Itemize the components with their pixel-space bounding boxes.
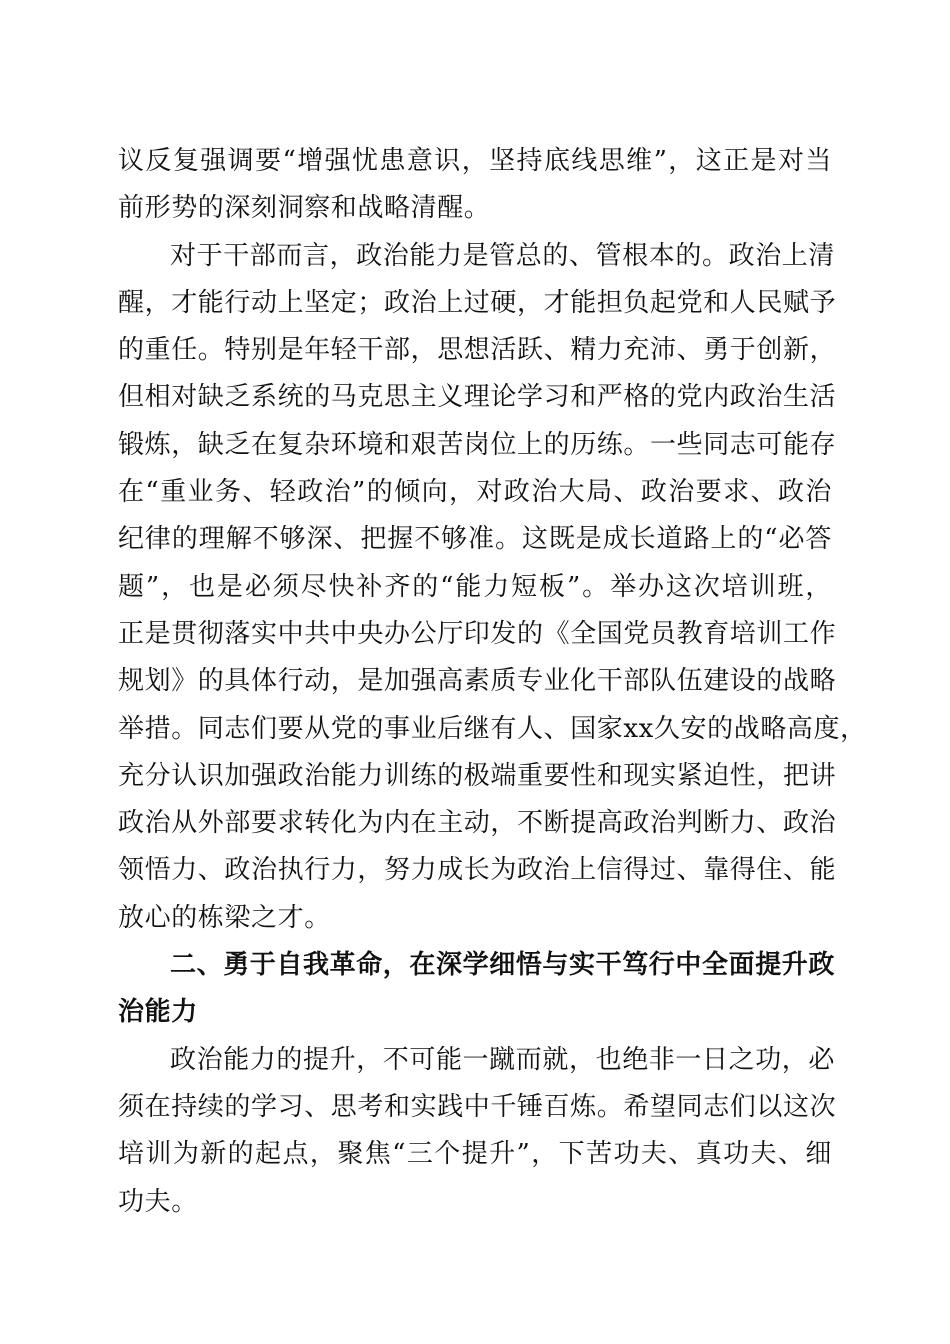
text-line: 规划》的具体行动，是加强高素质专业化干部队伍建设的战略: [118, 666, 837, 697]
text-line: 须在持续的学习、思考和实践中千锤百炼。希望同志们以这次: [118, 1091, 837, 1122]
heading-line: 治能力: [118, 997, 198, 1028]
paragraph: [118, 1037, 837, 1226]
text-line: 对于干部而言，政治能力是管总的、管根本的。政治上清: [170, 240, 836, 271]
text-line: 正是贯彻落实中共中央办公厅印发的《全国党员教育培训工作: [118, 618, 837, 649]
text-line: 培训为新的起点，聚焦“三个提升”，下苦功夫、真功夫、细: [118, 1139, 832, 1170]
text-line: 政治能力的提升，不可能一蹴而就，也绝非一日之功，必: [170, 1044, 836, 1075]
text-line: 但相对缺乏系统的马克思主义理论学习和严格的党内政治生活: [118, 382, 837, 413]
text-line: 放心的栋梁之才。: [118, 902, 331, 933]
section-heading: [118, 942, 836, 1037]
paragraph: [118, 138, 832, 233]
document-body: [118, 138, 867, 1226]
text-line: 醒，才能行动上坚定；政治上过硬，才能担负起党和人民赋予: [118, 287, 837, 318]
text-line: 领悟力、政治执行力，努力成长为政治上信得过、靠得住、能: [118, 855, 837, 886]
heading-line: 二、勇于自我革命，在深学细悟与实干笃行中全面提升政: [170, 950, 836, 981]
text-line: 锻炼，缺乏在复杂环境和艰苦岗位上的历练。一些同志可能存: [118, 429, 837, 460]
text-line: 举措。同志们要从党的事业后继有人、国家xx久安的战略高度，: [118, 713, 867, 744]
text-line: 在“重业务、轻政治”的倾向，对政治大局、政治要求、政治: [118, 477, 832, 508]
text-line: 题”，也是必须尽快补齐的“能力短板”。举办这次培训班，: [118, 571, 832, 602]
text-line: 的重任。特别是年轻干部，思想活跃、精力充沛、勇于创新，: [118, 335, 837, 366]
text-line: 前形势的深刻洞察和战略清醒。: [118, 193, 491, 224]
text-line: 政治从外部要求转化为内在主动，不断提高政治判断力、政治: [118, 808, 837, 839]
text-line: 功夫。: [118, 1186, 198, 1217]
text-line: 议反复强调要“增强忧患意识，坚持底线思维”，这正是对当: [118, 146, 832, 176]
text-line: 纪律的理解不够深、把握不够准。这既是成长道路上的“必答: [118, 524, 832, 555]
text-line: 充分认识加强政治能力训练的极端重要性和现实紧迫性，把讲: [118, 760, 837, 791]
paragraph: [118, 233, 867, 942]
